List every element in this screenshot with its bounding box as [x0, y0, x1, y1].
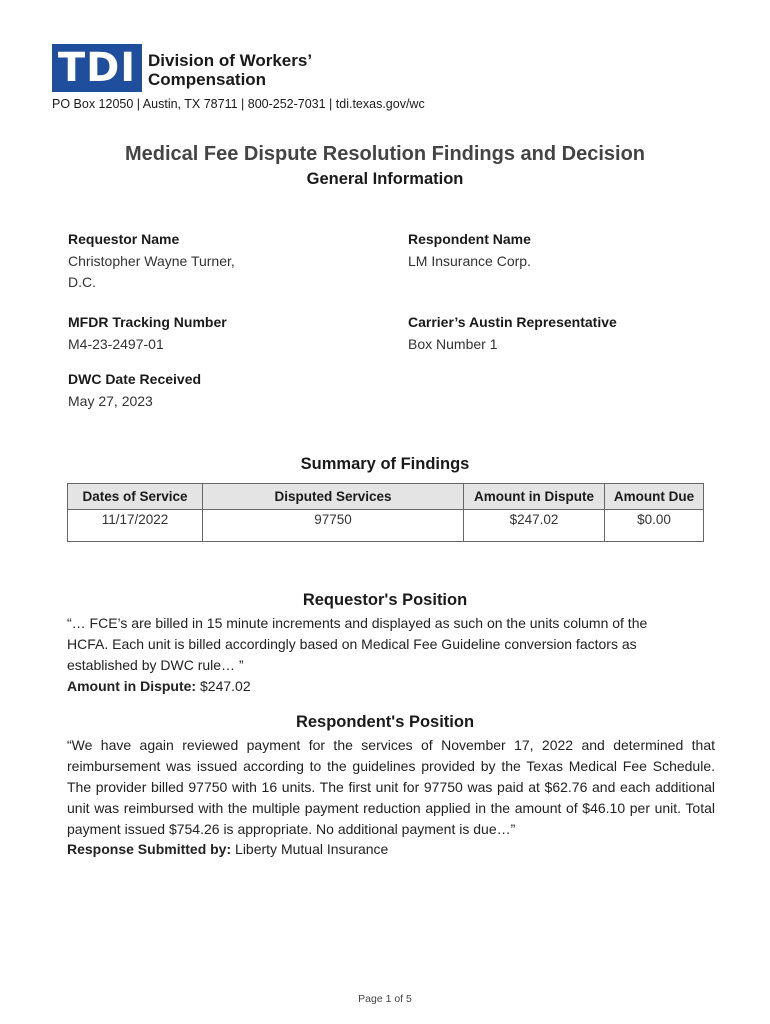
carrier-rep-value: Box Number 1 — [408, 336, 498, 352]
findings-table — [67, 483, 704, 542]
table-header-row — [68, 484, 704, 510]
requestor-quote-line2: HCFA. Each unit is billed accordingly based on Medical Fee Guideline conversion factors as — [67, 636, 637, 652]
response-submitted-value: Liberty Mutual Insurance — [235, 841, 389, 857]
table-row — [68, 510, 704, 542]
amount-in-dispute-line — [67, 676, 717, 697]
amount-in-dispute-value: $247.02 — [200, 678, 251, 694]
requestor-quote-line3: established by DWC rule… ” — [67, 657, 244, 673]
org-name-line1: Division of Workers’ — [148, 51, 313, 70]
requestor-label: Requestor Name — [68, 231, 180, 247]
contact-info: PO Box 12050 | Austin, TX 78711 | 800-252-7031 | tdi.texas.gov/wc — [52, 97, 425, 111]
respondent-position-text: “We have again reviewed payment for the services of November 17, 2022 and determined that reimbursement was issued according to the guidelines provided by the Texas Medical Fee Schedule. The provider billed 97750 with 16 units. The first unit for 97750 was paid at $62.76 and each additional unit was reimbursed with the multiple payment reduction applied in the amount of $46.10 per unit. Total payment issued $754.26 is appropriate. No additional payment is due…” — [67, 737, 715, 837]
date-received-label: DWC Date Received — [68, 371, 202, 387]
respondent-value: LM Insurance Corp. — [408, 253, 531, 269]
tdi-logo: TDI — [52, 44, 142, 92]
cell-amount-due: $0.00 — [605, 510, 704, 542]
carrier-rep-label: Carrier’s Austin Representative — [408, 314, 617, 330]
col-header-amount-due: Amount Due — [605, 484, 704, 510]
general-info-heading: General Information — [306, 170, 464, 188]
requestor-quote-line1: “… FCE’s are billed in 15 minute increments and displayed as such on the units column of the — [67, 615, 648, 631]
amount-in-dispute-label: Amount in Dispute: — [67, 678, 197, 694]
summary-heading: Summary of Findings — [300, 455, 470, 473]
requestor-value-line1: Christopher Wayne Turner, — [68, 253, 235, 269]
respondent-position-heading: Respondent's Position — [295, 713, 475, 731]
col-header-dates: Dates of Service — [68, 484, 203, 510]
response-submitted-line — [67, 839, 717, 860]
requestor-value-line2: D.C. — [68, 274, 96, 290]
cell-amount-in-dispute: $247.02 — [464, 510, 605, 542]
tracking-label: MFDR Tracking Number — [68, 314, 227, 330]
response-submitted-label: Response Submitted by: — [67, 841, 232, 857]
col-header-amount-dispute: Amount in Dispute — [464, 484, 605, 510]
respondent-label: Respondent Name — [408, 231, 531, 247]
date-received-value: May 27, 2023 — [68, 393, 153, 409]
org-name-line2: Compensation — [148, 70, 267, 89]
page-number: Page 1 of 5 — [358, 993, 412, 1005]
cell-disputed-services: 97750 — [203, 510, 464, 542]
tracking-value: M4-23-2497-01 — [68, 336, 164, 352]
cell-date-of-service: 11/17/2022 — [68, 510, 203, 542]
document-title: Medical Fee Dispute Resolution Findings and Decision — [124, 143, 646, 165]
requestor-position-heading: Requestor's Position — [302, 591, 468, 609]
col-header-services: Disputed Services — [203, 484, 464, 510]
requestor-position-text — [67, 613, 717, 697]
